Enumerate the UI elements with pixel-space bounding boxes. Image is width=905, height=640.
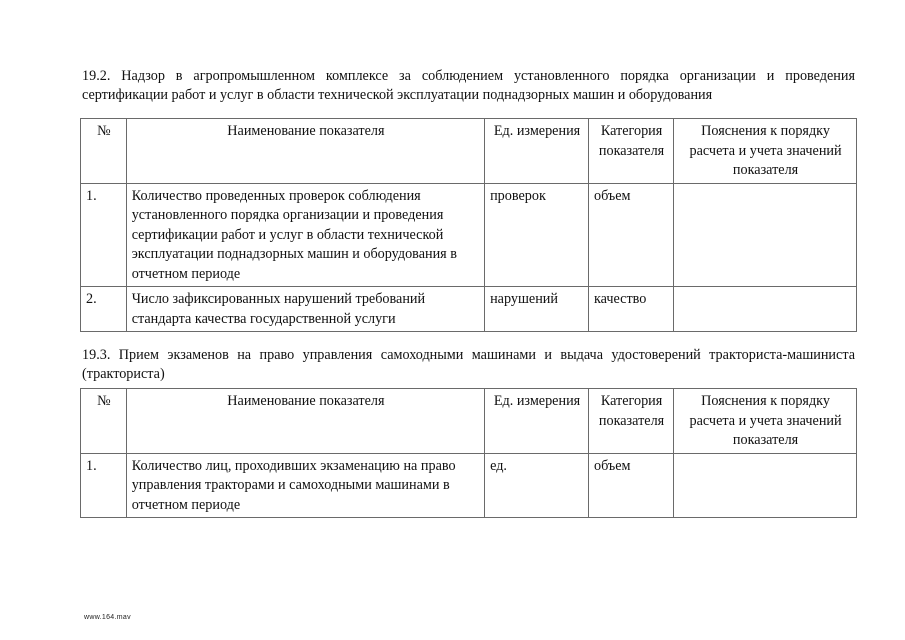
header-category: Категория показателя xyxy=(588,119,673,184)
row-explanation xyxy=(674,183,857,287)
table-header-row xyxy=(81,119,857,184)
table-row xyxy=(81,287,857,332)
row-name: Число зафиксированных нарушений требований стандарта качества государственной услуги xyxy=(126,287,484,332)
row-category: объем xyxy=(588,453,673,518)
header-name: Наименование показателя xyxy=(126,119,484,184)
section-19-2-table xyxy=(80,118,857,332)
section-19-3-table xyxy=(80,388,857,518)
section-19-2-heading: 19.2. Надзор в агропромышленном комплексе за соблюдением установленного порядка организации и проведения сертификации работ и услуг в области технической эксплуатации поднадзорных машин и оборудования xyxy=(82,68,855,103)
table-row xyxy=(81,183,857,287)
row-num: 2. xyxy=(81,287,127,332)
header-explanation: Пояснения к порядку расчета и учета значений показателя xyxy=(674,389,857,454)
header-num: № xyxy=(81,119,127,184)
row-category: качество xyxy=(588,287,673,332)
header-unit: Ед. измерения xyxy=(485,389,589,454)
row-explanation xyxy=(674,287,857,332)
header-unit: Ед. измерения xyxy=(485,119,589,184)
row-unit: нарушений xyxy=(485,287,589,332)
row-num: 1. xyxy=(81,183,127,287)
footer-source-mark: www.164.mav xyxy=(84,614,131,621)
header-category: Категория показателя xyxy=(588,389,673,454)
row-unit: ед. xyxy=(485,453,589,518)
table-header-row xyxy=(81,389,857,454)
row-category: объем xyxy=(588,183,673,287)
row-explanation xyxy=(674,453,857,518)
section-19-3-heading: 19.3. Прием экзаменов на право управления самоходными машинами и выдача удостоверений тракториста-машиниста (тракториста) xyxy=(82,347,855,382)
header-explanation: Пояснения к порядку расчета и учета значений показателя xyxy=(674,119,857,184)
row-num: 1. xyxy=(81,453,127,518)
row-unit: проверок xyxy=(485,183,589,287)
row-name: Количество проведенных проверок соблюдения установленного порядка организации и проведения сертификации работ и услуг в области технической эксплуатации поднадзорных машин и оборудования в отчетном периоде xyxy=(126,183,484,287)
header-num: № xyxy=(81,389,127,454)
table-row xyxy=(81,453,857,518)
header-name: Наименование показателя xyxy=(126,389,484,454)
row-name: Количество лиц, проходивших экзаменацию на право управления тракторами и самоходными машинами в отчетном периоде xyxy=(126,453,484,518)
